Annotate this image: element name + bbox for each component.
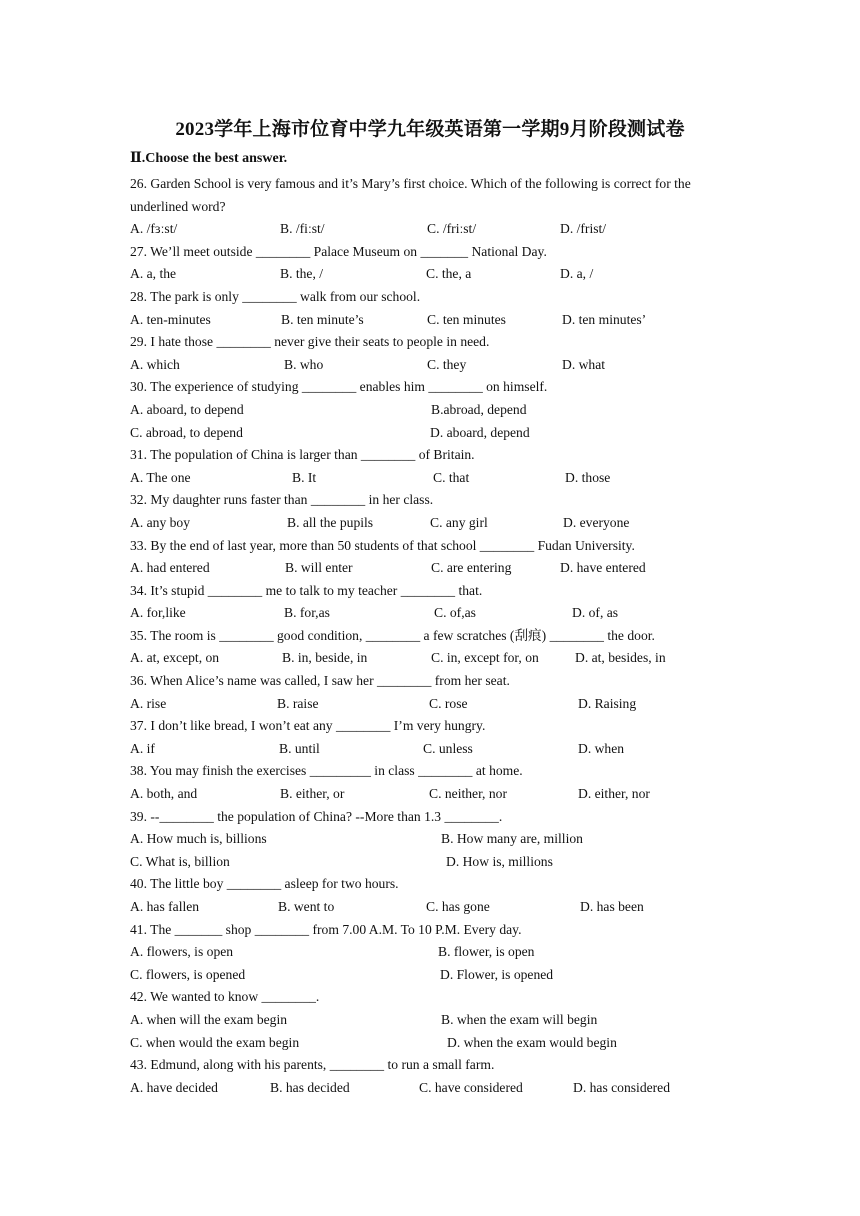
question-32-option-c: C. any girl <box>430 514 488 530</box>
question-35-option-b: B. in, beside, in <box>282 650 368 666</box>
question-33-option-d: D. have entered <box>560 560 646 576</box>
question-36-option-d: D. Raising <box>578 695 637 711</box>
question-31-options <box>130 467 730 490</box>
question-41-option-c: C. flowers, is opened <box>130 966 246 982</box>
question-35-stem: 35. The room is ________ good condition, ________ a few scratches (刮痕) ________ the door. <box>130 627 655 643</box>
question-30-options <box>130 399 730 422</box>
question-32-option-b: B. all the pupils <box>287 514 374 530</box>
question-37-options <box>130 738 730 761</box>
question-38-option-d: D. either, nor <box>578 786 650 802</box>
question-42-option-c: C. when would the exam begin <box>130 1034 300 1050</box>
question-33-options <box>130 557 730 580</box>
question-31-option-c: C. that <box>433 469 470 485</box>
question-37-option-a: A. if <box>130 740 155 756</box>
question-39-option-c: C. What is, billion <box>130 853 230 869</box>
question-30-stem: 30. The experience of studying ________ enables him ________ on himself. <box>130 379 548 395</box>
question-36-options <box>130 693 730 716</box>
question-39-options <box>130 828 730 851</box>
exam-title: 2023学年上海市位育中学九年级英语第一学期9月阶段测试卷 <box>175 119 685 140</box>
question-41-option-d: D. Flower, is opened <box>440 966 554 982</box>
question-32-option-a: A. any boy <box>130 514 191 530</box>
question-37-option-b: B. until <box>279 740 320 756</box>
question-30-option-c: C. abroad, to depend <box>130 424 243 440</box>
question-34-options <box>130 602 730 625</box>
question-40-option-d: D. has been <box>580 899 644 914</box>
question-40-option-b: B. went to <box>278 899 335 914</box>
question-26-option-c: C. /friːst/ <box>427 221 477 237</box>
question-41-stem: 41. The _______ shop ________ from 7.00 A.M. To 10 P.M. Every day. <box>130 921 522 937</box>
question-28-option-d: D. ten minutes’ <box>562 311 647 327</box>
question-39-options <box>130 851 730 874</box>
question-34-option-c: C. of,as <box>434 605 476 621</box>
question-42-options <box>130 1009 730 1032</box>
question-32-options <box>130 512 730 535</box>
question-36-option-a: A. rise <box>130 695 167 711</box>
question-28-stem: 28. The park is only ________ walk from our school. <box>130 288 421 304</box>
question-43-option-d: D. has considered <box>573 1079 671 1095</box>
question-43-option-b: B. has decided <box>270 1079 350 1095</box>
question-27-option-b: B. the, / <box>280 266 324 282</box>
question-26-option-b: B. /fiːst/ <box>280 221 325 237</box>
question-38-option-a: A. both, and <box>130 786 198 802</box>
question-42-option-a: A. when will the exam begin <box>130 1011 288 1027</box>
question-29-options <box>130 354 730 377</box>
question-40-option-a: A. has fallen <box>130 899 200 914</box>
question-31-option-a: A. The one <box>130 469 191 485</box>
question-43-option-a: A. have decided <box>130 1079 218 1095</box>
question-40-option-c: C. has gone <box>426 899 490 914</box>
question-34-option-a: A. for,like <box>130 605 186 621</box>
question-31-option-b: B. It <box>292 469 317 485</box>
question-43-option-c: C. have considered <box>419 1079 523 1095</box>
question-39-stem: 39. --________ the population of China? --More than 1.3 ________. <box>130 808 503 824</box>
question-39-option-d: D. How is, millions <box>446 853 553 869</box>
question-28-option-a: A. ten-minutes <box>130 311 211 327</box>
question-38-option-c: C. neither, nor <box>429 786 507 802</box>
question-29-option-d: D. what <box>562 356 606 372</box>
question-28-option-c: C. ten minutes <box>427 311 506 327</box>
question-29-option-a: A. which <box>130 356 180 372</box>
question-38-stem: 38. You may finish the exercises _________ in class ________ at home. <box>130 763 523 779</box>
question-27-option-c: C. the, a <box>426 266 472 282</box>
question-28-option-b: B. ten minute’s <box>281 311 364 327</box>
question-40-options <box>130 896 730 919</box>
question-27-option-a: A. a, the <box>130 266 177 282</box>
question-41-option-b: B. flower, is open <box>438 944 535 960</box>
question-29-option-c: C. they <box>427 356 467 372</box>
section-heading: Ⅱ.Choose the best answer. <box>130 151 288 166</box>
question-35-option-d: D. at, besides, in <box>575 650 666 666</box>
question-list <box>130 173 730 1099</box>
question-43-stem: 43. Edmund, along with his parents, ________ to run a small farm. <box>130 1057 495 1073</box>
question-28-options <box>130 309 730 332</box>
question-35-option-a: A. at, except, on <box>130 650 220 666</box>
question-37-option-c: C. unless <box>423 740 473 756</box>
question-27-options <box>130 263 730 286</box>
question-41-option-a: A. flowers, is open <box>130 944 234 960</box>
question-34-stem: 34. It’s stupid ________ me to talk to my teacher ________ that. <box>130 582 483 598</box>
question-42-option-d: D. when the exam would begin <box>447 1034 617 1050</box>
question-26-option-d: D. /frist/ <box>560 221 607 237</box>
question-35-option-c: C. in, except for, on <box>431 650 539 666</box>
question-36-option-c: C. rose <box>429 695 468 711</box>
question-41-options <box>130 964 730 987</box>
question-30-options <box>130 422 730 445</box>
question-31-stem: 31. The population of China is larger than ________ of Britain. <box>130 447 475 463</box>
question-34-option-d: D. of, as <box>572 605 619 621</box>
question-35-options <box>130 647 730 670</box>
question-39-option-a: A. How much is, billions <box>130 831 267 847</box>
question-26-stem: 26. Garden School is very famous and it’s Mary’s first choice. Which of the following is correct for the underlined word? <box>130 176 691 214</box>
question-33-option-a: A. had entered <box>130 560 210 576</box>
question-43-options <box>130 1077 730 1100</box>
question-32-option-d: D. everyone <box>563 514 630 530</box>
question-36-option-b: B. raise <box>277 695 319 711</box>
question-37-stem: 37. I don’t like bread, I won’t eat any ________ I’m very hungry. <box>130 718 486 734</box>
question-27-option-d: D. a, / <box>560 266 594 282</box>
question-34-option-b: B. for,as <box>284 605 330 621</box>
question-42-option-b: B. when the exam will begin <box>441 1011 598 1027</box>
question-27-stem: 27. We’ll meet outside ________ Palace Museum on _______ National Day. <box>130 243 547 259</box>
question-30-option-a: A. aboard, to depend <box>130 401 244 417</box>
question-33-option-c: C. are entering <box>431 560 512 576</box>
question-29-option-b: B. who <box>284 356 324 372</box>
question-36-stem: 36. When Alice’s name was called, I saw her ________ from her seat. <box>130 673 510 689</box>
question-38-options <box>130 783 730 806</box>
question-40-stem: 40. The little boy ________ asleep for two hours. <box>130 876 399 892</box>
question-30-option-b: B.abroad, depend <box>431 401 527 417</box>
question-33-option-b: B. will enter <box>285 560 353 576</box>
question-29-stem: 29. I hate those ________ never give their seats to people in need. <box>130 334 490 350</box>
question-32-stem: 32. My daughter runs faster than ________ in her class. <box>130 492 434 508</box>
question-42-stem: 42. We wanted to know ________. <box>130 989 320 1005</box>
question-38-option-b: B. either, or <box>280 786 345 802</box>
question-26-options <box>130 218 730 241</box>
question-30-option-d: D. aboard, depend <box>430 424 530 440</box>
question-26-option-a: A. /fɜːst/ <box>130 221 178 237</box>
question-39-option-b: B. How many are, million <box>441 831 583 847</box>
question-41-options <box>130 941 730 964</box>
question-33-stem: 33. By the end of last year, more than 50 students of that school ________ Fudan University. <box>130 537 635 553</box>
question-31-option-d: D. those <box>565 469 611 485</box>
question-42-options <box>130 1032 730 1055</box>
question-37-option-d: D. when <box>578 740 625 756</box>
